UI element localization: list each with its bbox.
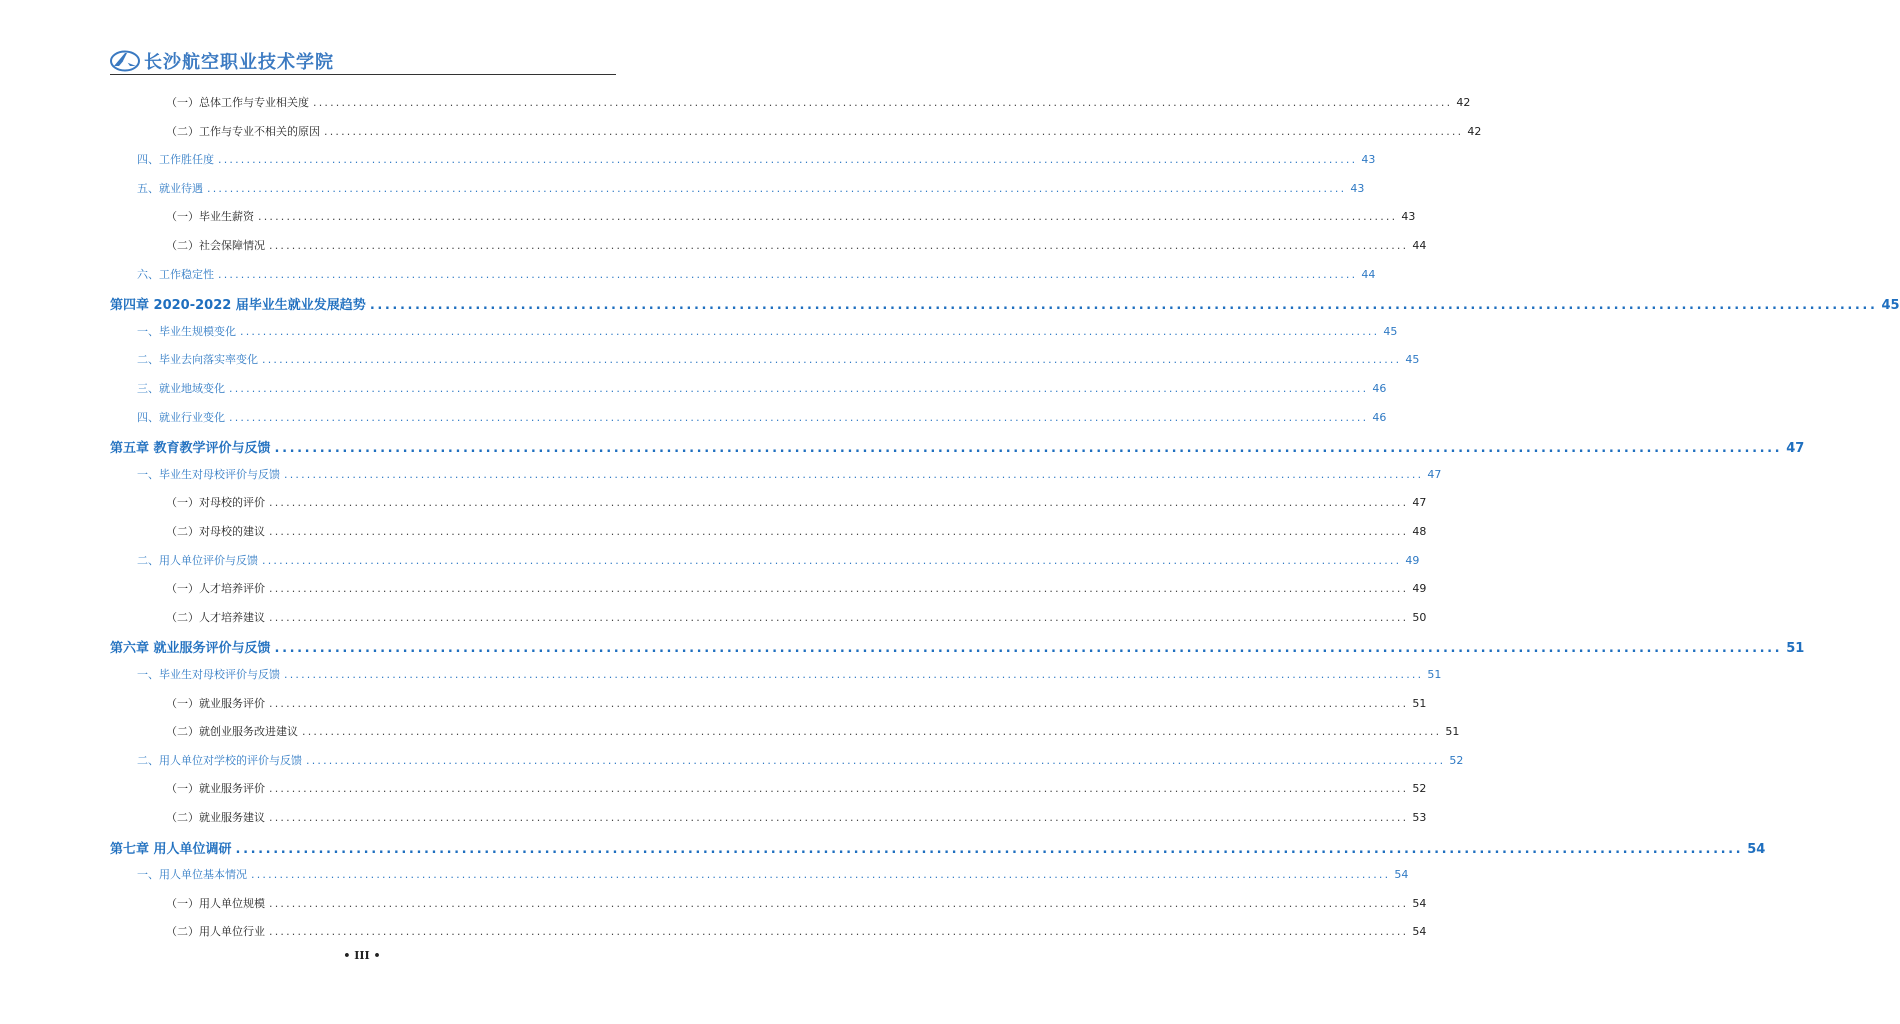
toc-entry[interactable] [166,94,1471,110]
toc-entry-title: （一）总体工作与专业相关度 [166,96,309,109]
toc-entry[interactable] [166,208,1416,224]
toc-entry-title: 第四章 2020-2022 届毕业生就业发展趋势 [110,298,366,314]
toc-page-number: 50 [1412,610,1427,624]
toc-entry[interactable] [166,923,1427,939]
toc-dot-leader: ........................................................................................................................................................................................................ [218,153,1358,167]
toc-entry-title: 第七章 用人单位调研 [110,841,232,857]
toc-page-number: 48 [1412,525,1427,538]
toc-dot-leader: ........................................................................................................................................................................................................ [306,753,1446,767]
toc-page-number: 51 [1786,641,1805,657]
toc-entry-title: （二）人才培养建议 [166,610,265,624]
toc-entry-title: （二）对母校的建议 [166,525,265,538]
toc-entry[interactable] [166,580,1427,596]
toc-entry[interactable] [166,695,1427,711]
toc-dot-leader: ........................................................................................................................................................................................................ [269,925,1409,939]
toc-entry[interactable] [137,151,1376,167]
toc-page-number: 45 [1383,324,1398,338]
toc-entry-title: （一）毕业生薪资 [166,210,254,224]
toc-dot-leader: ........................................................................................................................................................................................................ [324,124,1464,138]
toc-entry-title: （二）就创业服务改进建议 [166,725,298,739]
toc-chapter-entry[interactable] [110,437,1805,457]
toc-entry[interactable] [166,523,1427,539]
page-number: • III • [343,949,381,962]
toc-page-number: 42 [1467,124,1482,138]
toc-page-number: 46 [1372,410,1387,424]
toc-dot-leader: ........................................................................................................................................................................................................ [269,782,1409,796]
toc-dot-leader: ........................................................................................................................................................................................................ [269,239,1409,252]
toc-entry[interactable] [137,866,1409,882]
toc-entry-title: （二）就业服务建议 [166,811,265,824]
toc-entry-title: 五、就业待遇 [137,181,203,195]
toc-page-number: 52 [1449,753,1464,767]
toc-dot-leader: ........................................................................................................................................................................................................ [274,641,1783,657]
toc-entry-title: 六、工作稳定性 [137,267,214,281]
toc-entry[interactable] [166,809,1427,825]
toc-dot-leader: ........................................................................................................................................................................................................ [229,410,1369,424]
toc-page-number: 54 [1412,896,1427,910]
toc-entry-title: （二）社会保障情况 [166,239,265,252]
toc-dot-leader: ........................................................................................................................................................................................................ [229,382,1369,395]
toc-entry-title: （一）用人单位规模 [166,896,265,910]
toc-dot-leader: ........................................................................................................................................................................................................ [262,353,1402,367]
toc-dot-leader: ........................................................................................................................................................................................................ [269,496,1409,510]
toc-entry[interactable] [166,723,1460,739]
toc-entry[interactable] [137,323,1398,339]
toc-chapter-entry[interactable] [110,294,1900,314]
toc-entry-title: 一、毕业生规模变化 [137,324,236,338]
toc-entry-title: 三、就业地域变化 [137,382,225,395]
toc-dot-leader: ........................................................................................................................................................................................................ [369,298,1878,314]
toc-dot-leader: ........................................................................................................................................................................................................ [269,525,1409,538]
toc-page-number: 43 [1350,181,1365,195]
toc-entry[interactable] [166,780,1427,796]
toc-entry[interactable] [137,180,1365,196]
toc-entry[interactable] [137,752,1464,768]
toc-dot-leader: ........................................................................................................................................................................................................ [284,467,1424,481]
toc-dot-leader: ........................................................................................................................................................................................................ [274,441,1783,457]
toc-entry[interactable] [137,380,1387,396]
toc-dot-leader: ........................................................................................................................................................................................................ [269,582,1409,596]
toc-page-number: 45 [1405,353,1420,367]
toc-entry-title: 二、毕业去向落实率变化 [137,353,258,367]
toc-page-number: 49 [1405,553,1420,567]
toc-entry[interactable] [137,266,1376,282]
toc-page-number: 54 [1394,868,1409,882]
toc-page-number: 44 [1412,239,1427,252]
toc-entry-title: 第六章 就业服务评价与反馈 [110,641,271,657]
toc-entry-title: （二）用人单位行业 [166,925,265,939]
toc-entry-title: 一、用人单位基本情况 [137,868,247,882]
toc-dot-leader: ........................................................................................................................................................................................................ [207,181,1347,195]
toc-entry-title: 第五章 教育教学评价与反馈 [110,441,271,457]
toc-page-number: 53 [1412,811,1427,824]
toc-dot-leader: ........................................................................................................................................................................................................ [269,896,1409,910]
toc-dot-leader: ........................................................................................................................................................................................................ [240,324,1380,338]
toc-entry-title: 四、就业行业变化 [137,410,225,424]
toc-page-number: 49 [1412,582,1427,596]
toc-dot-leader: ........................................................................................................................................................................................................ [302,725,1442,739]
toc-dot-leader: ........................................................................................................................................................................................................ [251,868,1391,882]
toc-page-number: 52 [1412,782,1427,796]
toc-entry[interactable] [166,895,1427,911]
toc-dot-leader: ........................................................................................................................................................................................................ [258,210,1398,224]
toc-dot-leader: ........................................................................................................................................................................................................ [262,553,1402,567]
toc-page-number: 44 [1361,267,1376,281]
toc-entry-title: （二）工作与专业不相关的原因 [166,124,320,138]
toc-page-number: 47 [1427,467,1442,481]
toc-page-number: 43 [1361,153,1376,167]
toc-entry-title: （一）对母校的评价 [166,496,265,510]
toc-chapter-entry[interactable] [110,637,1805,657]
toc-entry-title: （一）就业服务评价 [166,782,265,796]
toc-entry[interactable] [137,466,1442,482]
toc-entry-title: 一、毕业生对母校评价与反馈 [137,467,280,481]
toc-dot-leader: ........................................................................................................................................................................................................ [235,841,1744,857]
toc-entry[interactable] [137,409,1387,425]
toc-page-number: 51 [1427,668,1442,681]
toc-entry[interactable] [166,494,1427,510]
toc-entry[interactable] [166,237,1427,253]
toc-entry-title: 四、工作胜任度 [137,153,214,167]
toc-dot-leader: ........................................................................................................................................................................................................ [269,811,1409,824]
toc-entry[interactable] [166,609,1427,625]
toc-entry-title: （一）人才培养评价 [166,582,265,596]
toc-entry-title: （一）就业服务评价 [166,696,265,710]
school-name: 长沙航空职业技术学院 [144,52,334,73]
toc-page-number: 47 [1786,441,1805,457]
toc-page-number: 54 [1747,841,1766,857]
toc-dot-leader: ........................................................................................................................................................................................................ [313,96,1453,109]
toc-page-number: 47 [1412,496,1427,510]
toc-page-number: 42 [1456,96,1471,109]
toc-page-number: 51 [1445,725,1460,739]
toc-dot-leader: ........................................................................................................................................................................................................ [284,668,1424,681]
toc-entry-title: 二、用人单位评价与反馈 [137,553,258,567]
toc-page-number: 54 [1412,925,1427,939]
toc-page-number: 46 [1372,382,1387,395]
toc-entry-title: 二、用人单位对学校的评价与反馈 [137,753,302,767]
toc-dot-leader: ........................................................................................................................................................................................................ [269,610,1409,624]
toc-dot-leader: ........................................................................................................................................................................................................ [269,696,1409,710]
toc-entry[interactable] [166,123,1482,139]
toc-entry[interactable] [137,552,1420,568]
toc-dot-leader: ........................................................................................................................................................................................................ [218,267,1358,281]
toc-chapter-entry[interactable] [110,838,1766,857]
toc-page-number: 51 [1412,696,1427,710]
toc-page-number: 43 [1401,210,1416,224]
toc-page-number: 45 [1881,298,1900,314]
toc-entry-title: 一、毕业生对母校评价与反馈 [137,668,280,681]
toc-entry[interactable] [137,351,1420,367]
toc-entry[interactable] [137,666,1442,682]
